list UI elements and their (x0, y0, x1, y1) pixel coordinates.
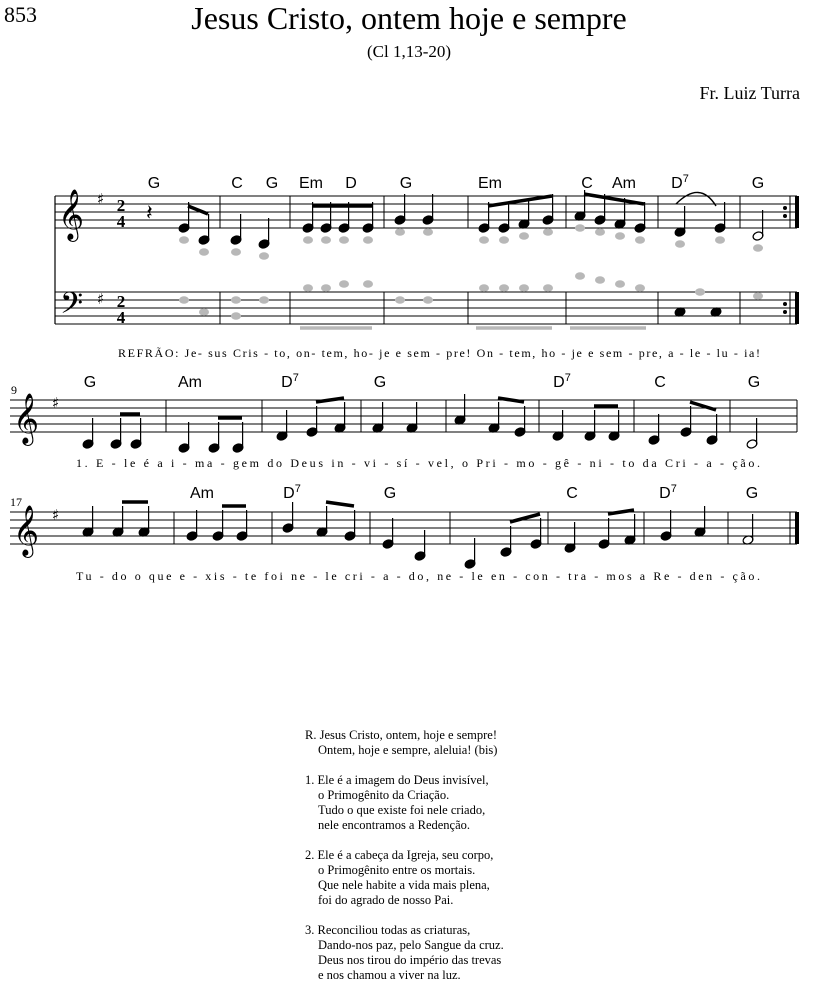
harmony-note (575, 224, 585, 232)
lyric-line: Ontem, hoje e sempre, aleluia! (bis) (318, 743, 498, 757)
chord-symbol: D (345, 175, 357, 192)
song-title: Jesus Cristo, ontem hoje e sempre (191, 0, 627, 36)
staff-treble-3 (10, 512, 797, 544)
harmony-note (675, 240, 685, 248)
harmony-note (231, 312, 241, 320)
harmony-note (423, 296, 433, 304)
treble-clef-icon: 𝄞 (13, 505, 40, 556)
harmony-note (199, 248, 209, 256)
chord-symbol: G (399, 175, 413, 192)
harmony-note (303, 236, 313, 244)
harmony-note (753, 244, 763, 252)
harmony-note (231, 248, 241, 256)
harmony-note (635, 236, 645, 244)
harmony-note (199, 308, 209, 316)
chord-symbol: $D^7$ (283, 483, 301, 502)
lyric-line: Que nele habite a vida mais plena, (318, 878, 490, 892)
staff-treble-2 (10, 400, 797, 432)
song-number: 853 (4, 2, 37, 27)
harmony-note (321, 284, 331, 292)
lyric-line: 3. Reconciliou todas as criaturas, (305, 923, 471, 937)
chord-symbol: G (147, 175, 161, 192)
harmony-note (695, 288, 705, 296)
treble-clef-icon: 𝄞 (13, 393, 40, 444)
chord-symbol: $D^7$ (553, 372, 571, 391)
sharp-icon: ♯ (97, 290, 105, 308)
chord-symbol: Em (299, 175, 323, 192)
harmony-note (519, 232, 529, 240)
chord-symbol: $D^7$ (671, 173, 689, 192)
time-signature-bottom: 4 (116, 308, 126, 327)
chord-symbol: $D^7$ (281, 372, 299, 391)
harmony-note (499, 236, 509, 244)
staff-lyrics: REFRÃO: Je- sus Cris - to, on- tem, ho- je e sem - pre! On - tem, ho - je e sem - pre, a - le - lu - ia! (118, 346, 760, 360)
harmony-note (363, 236, 373, 244)
lyric-line: foi do agrado de nosso Pai. (318, 893, 454, 907)
note-beam (498, 398, 524, 402)
harmony-note (395, 296, 405, 304)
harmony-note (575, 272, 585, 280)
note-beam (690, 402, 716, 410)
lyrics-text (305, 728, 504, 998)
harmony-note (635, 284, 645, 292)
harmony-note (395, 228, 405, 236)
chord-symbol: G (745, 485, 759, 502)
repeat-dot (783, 206, 787, 210)
harmony-note (753, 292, 763, 300)
stanza-3 (305, 923, 504, 983)
harmony-note (543, 228, 553, 236)
chord-symbol: Am (612, 175, 636, 192)
note-beam (510, 514, 540, 522)
lyric-line: o Primogênito da Criação. (318, 788, 450, 802)
harmony-note (231, 296, 241, 304)
lyric-line: Deus nos tirou do império das trevas (318, 953, 502, 967)
repeat-dot (783, 310, 787, 314)
harmony-note (259, 296, 269, 304)
chord-symbol: C (654, 374, 666, 391)
harmony-note (423, 228, 433, 236)
lyric-line: 1. Ele é a imagem do Deus invisível, (305, 773, 489, 787)
time-signature-top: 2 (116, 292, 126, 311)
stanza-2 (305, 848, 504, 908)
chord-symbol: C (231, 175, 243, 192)
chord-symbol: G (373, 374, 387, 391)
treble-clef-icon: 𝄞 (58, 189, 85, 240)
harmony-note (303, 284, 313, 292)
chord-symbol: G (747, 374, 761, 391)
harmony-note (519, 284, 529, 292)
sharp-icon: ♯ (52, 506, 60, 524)
time-signature-top: 2 (116, 196, 126, 215)
lyric-line: Dando-nos paz, pelo Sangue da cruz. (318, 938, 504, 952)
chord-symbol: $D^7$ (659, 483, 677, 502)
note-beam (188, 206, 208, 214)
chord-symbol: Am (190, 485, 214, 502)
repeat-dot (783, 302, 787, 306)
note-beam (608, 510, 634, 514)
harmony-note (615, 280, 625, 288)
chord-symbol: C (581, 175, 593, 192)
repeat-dot (783, 214, 787, 218)
harmony-note (595, 276, 605, 284)
harmony-note (363, 280, 373, 288)
harmony-note (479, 236, 489, 244)
chord-symbol: G (383, 485, 397, 502)
quarter-rest-icon: 𝄽 (146, 201, 153, 226)
lyric-line: e nos chamou a viver na luz. (318, 968, 461, 982)
staff-lyrics: Tu - do o que e - xis - te foi ne - le cri - a - do, ne - le en - con - tra - mos a Re - den - ção. (76, 569, 761, 583)
chord-symbol: Am (178, 374, 202, 391)
note-beam (326, 502, 354, 506)
lyric-line: 2. Ele é a cabeça da Igreja, seu corpo, (305, 848, 494, 862)
bible-reference: (Cl 1,13-20) (366, 42, 452, 61)
composer: Fr. Luiz Turra (699, 83, 800, 103)
stanza-1 (305, 773, 504, 833)
harmony-note (543, 284, 553, 292)
harmony-note (499, 284, 509, 292)
lyric-line: nele encontramos a Redenção. (318, 818, 471, 832)
chord-symbol: Em (478, 175, 502, 192)
note-beam (316, 398, 344, 402)
harmony-note (321, 236, 331, 244)
sharp-icon: ♯ (97, 190, 105, 208)
time-signature-bottom: 4 (116, 212, 126, 231)
harmony-note (179, 236, 189, 244)
staff-lyrics: 1. E - le é a i - ma - gem do Deus in - vi - sí - vel, o Pri - mo - gê - ni - to da Cri - a - ção. (76, 456, 760, 470)
harmony-note (339, 236, 349, 244)
measure-number: 17 (10, 495, 22, 509)
chord-symbol: C (566, 485, 578, 502)
chord-symbol: G (83, 374, 97, 391)
harmony-note (479, 284, 489, 292)
chord-symbol: G (265, 175, 279, 192)
harmony-note (259, 252, 269, 260)
lyric-line: o Primogênito entre os mortais. (318, 863, 476, 877)
measure-number: 9 (11, 383, 17, 397)
harmony-note (715, 236, 725, 244)
lyric-line: R. Jesus Cristo, ontem, hoje e sempre! (305, 728, 497, 742)
harmony-note (339, 280, 349, 288)
harmony-note (595, 228, 605, 236)
refrain-stanza (305, 728, 504, 758)
lyric-line: Tudo o que existe foi nele criado, (318, 803, 486, 817)
harmony-note (179, 296, 189, 304)
harmony-note (615, 232, 625, 240)
sharp-icon: ♯ (52, 394, 60, 412)
chord-symbol: G (751, 175, 765, 192)
bass-clef-icon: 𝄢 (60, 287, 84, 328)
